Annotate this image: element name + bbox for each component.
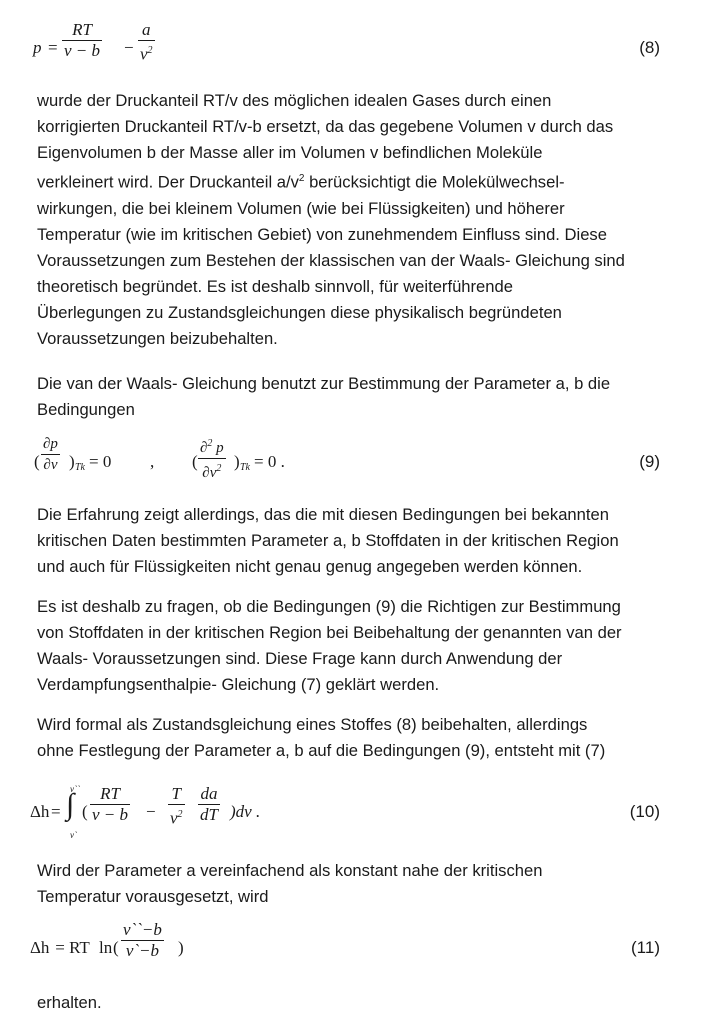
para7-line-1: erhalten. [37,993,102,1012]
eq9-close-2: ) [234,452,240,471]
para1-line-4a: verkleinert wird. Der Druckanteil a/v [37,172,299,192]
eq10-close: )dv . [230,802,261,821]
para4-line-2: von Stoffdaten in der kritischen Region bei Beibehaltung der genannten van der [37,623,622,642]
para1-line-3: Eigenvolumen b der Masse aller im Volumen v befindlichen Moleküle [37,143,543,162]
eq10-f2-numerator: T [168,784,185,805]
eq9-d1-numerator: ∂p [41,434,60,455]
eq8-frac2-den-base: v [140,44,148,64]
para5-line-1: Wird formal als Zustandsgleichung eines Stoffes (8) beibehalten, allerdings [37,715,588,734]
equation-9 [0,436,706,490]
eq10-minus: − [146,802,156,821]
equation-number-8: (8) [639,38,660,57]
eq9-d2-numerator [198,434,226,459]
para4-line-1: Es ist deshalb zu fragen, ob die Bedingungen (9) die Richtigen zur Bestimmung [37,597,621,616]
para1-line-1: wurde der Druckanteil RT/v des möglichen idealen Gases durch einen [37,91,552,110]
equation-number-10: (10) [629,802,660,821]
eq10-open: ( [82,802,88,821]
paragraph-3 [37,502,677,580]
eq9-open-1: ( [34,452,40,471]
paragraph-1 [37,88,677,352]
eq9-open-2: ( [192,452,198,471]
eq9-rhs-2: = 0 . [254,452,285,471]
eq11-denominator: v`−b [125,941,160,960]
eq9-rhs-1: = 0 [89,452,112,471]
eq9-d2-denominator [198,459,226,483]
paragraph-6 [37,858,677,910]
para1-line-6: Temperatur (wie im kritischen Gebiet) von zunehmendem Einfluss sind. Diese [37,224,607,244]
eq8-frac2-numerator: a [138,20,155,41]
eq8-fraction-2 [138,20,155,65]
eq11-open: ( [113,938,119,957]
eq10-f2-den-exp: 2 [177,809,183,820]
eq9-derivative-2 [198,434,226,483]
paragraph-4 [37,594,677,698]
equation-number-11: (11) [631,938,660,957]
eq9-d2-den-exp: 2 [216,463,222,474]
para2-line-1: Die van der Waals- Gleichung benutzt zur Bestimmung der Parameter a, b die [37,374,611,393]
eq8-frac1-numerator: RT [62,20,102,41]
eq10-upper-limit: v`` [70,784,80,794]
eq8-minus: − [124,38,134,57]
paragraph-2 [37,371,677,423]
equation-11 [0,922,706,976]
eq11-close: ) [178,938,184,957]
eq10-lower-limit: v` [70,830,77,840]
eq8-fraction-1 [62,20,102,61]
para1-line-9: Überlegungen zu Zustandsgleichungen diese physikalisch begründeten [37,302,562,322]
equation-10 [0,784,706,844]
paragraph-5 [37,712,677,764]
eq11-fraction [121,920,164,961]
para3-line-3: und auch für Flüssigkeiten nicht genau genug angegeben werden können. [37,557,583,576]
eq9-d2-den-base: ∂v [202,465,217,481]
eq11-ln: ln [99,938,113,957]
eq10-f3-numerator: da [198,784,220,805]
para1-line-4b: berücksichtigt die Molekülwechsel- [304,172,565,192]
eq8-lhs: p [33,38,42,57]
eq9-subscript-1: Tk [75,462,85,473]
para1-superscript: 2 [298,173,305,184]
eq8-frac2-denominator [138,41,155,65]
para3-line-1: Die Erfahrung zeigt allerdings, das die mit diesen Bedingungen bei bekannten [37,505,609,524]
eq9-close-1: ) [69,452,75,471]
para6-line-1: Wird der Parameter a vereinfachend als konstant nahe der kritischen [37,861,543,880]
eq11-numerator: v``−b [123,920,162,939]
eq9-d1-denominator: ∂v [43,457,58,473]
para5-line-2: ohne Festlegung der Parameter a, b auf die Bedingungen (9), entsteht mit (7) [37,741,606,760]
eq10-equals: = [51,802,61,821]
eq8-equals: = [48,38,58,57]
eq9-d2-num-partial: ∂ [200,440,208,456]
para1-line-7: Voraussetzungen zum Bestehen der klassischen van der Waals- Gleichung sind [37,250,625,270]
para3-line-2: kritischen Daten bestimmten Parameter a, b Stoffdaten in der kritischen Region [37,531,619,550]
eq10-f1-numerator: RT [90,784,130,805]
para1-line-5: wirkungen, die bei kleinem Volumen (wie bei Flüssigkeiten) und höherer [37,198,565,218]
equation-8 [0,20,706,80]
eq10-lhs: Δh [30,802,50,821]
para1-line-10: Voraussetzungen beizubehalten. [37,328,278,348]
eq8-frac1-denominator: v − b [64,41,101,60]
eq10-fraction-3 [198,784,220,825]
para1-line-8: theoretisch begründet. Es ist deshalb sinnvoll, für weiterführende [37,276,513,296]
equation-number-9: (9) [639,452,660,471]
para2-line-2: Bedingungen [37,400,135,419]
eq9-derivative-1 [41,434,60,475]
para1-line-4 [37,166,677,196]
eq9-separator: , [150,452,155,471]
eq10-fraction-2 [168,784,185,829]
eq10-fraction-1 [90,784,130,825]
paragraph-7 [37,990,677,1016]
eq10-f3-denominator: dT [200,805,218,824]
eq9-d2-num-exp: 2 [207,438,213,449]
para4-line-3: Waals- Voraussetzungen sind. Diese Frage kann durch Anwendung der [37,649,563,668]
eq10-f2-denominator [168,805,185,829]
eq9-d2-num-var: p [212,440,224,456]
para1-line-2: korrigierten Druckanteil RT/v-b ersetzt, da das gegebene Volumen v durch das [37,117,614,136]
eq10-f1-denominator: v − b [92,805,129,824]
eq11-equals-rt: = RT [51,938,94,957]
eq9-subscript-2: Tk [240,462,250,473]
eq8-frac2-den-exponent: 2 [147,45,153,56]
eq11-lhs: Δh [30,938,50,957]
eq10-f2-den-base: v [170,808,178,828]
eq10-integral-sign: ∫ [66,788,75,821]
para4-line-4: Verdampfungsenthalpie- Gleichung (7) geklärt werden. [37,675,440,694]
para6-line-2: Temperatur vorausgesetzt, wird [37,887,269,906]
